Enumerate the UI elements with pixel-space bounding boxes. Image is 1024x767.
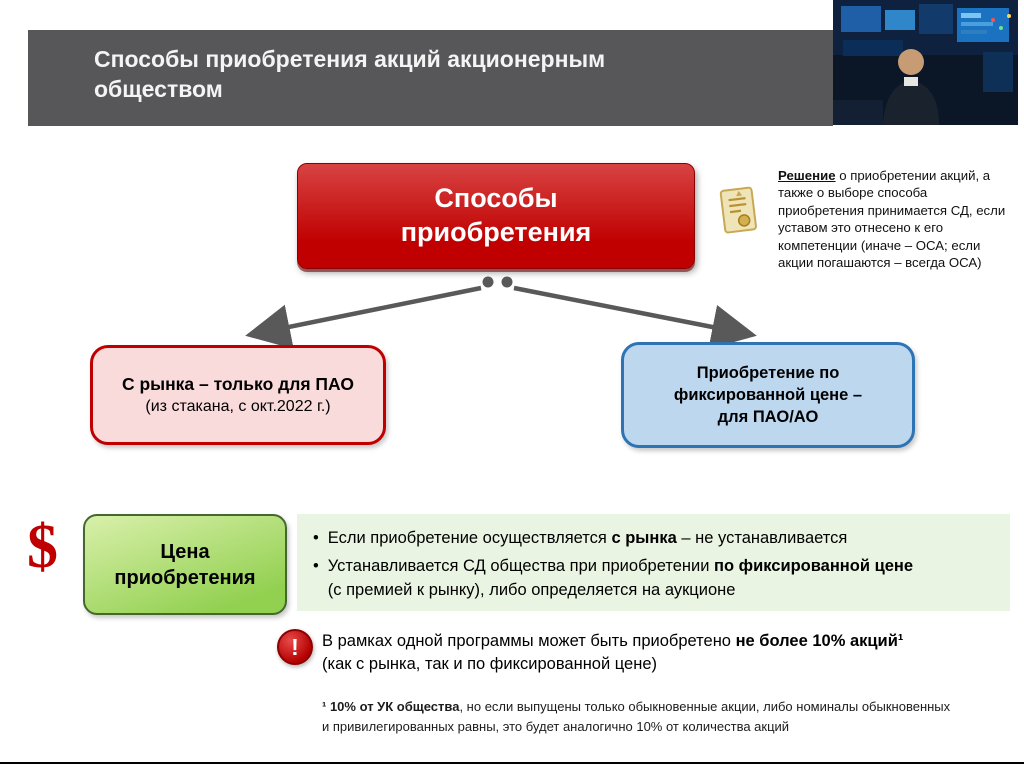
bullet-text: Устанавливается СД общества при приобретении по фиксированной цене (с премией к рынку), либо определяется на аукционе <box>327 557 914 599</box>
bullet-marker: • <box>313 557 319 576</box>
dollar-sign: $ <box>27 513 58 581</box>
branch-market-subtitle: (из стакана, с окт.2022 г.) <box>145 398 331 415</box>
exclamation-icon <box>277 629 313 665</box>
note-lead-word: Решение <box>778 168 836 183</box>
list-item <box>313 555 994 602</box>
price-details-panel <box>297 514 1010 611</box>
trading-floor-photo <box>833 0 1018 125</box>
root-node-acquisition-methods <box>297 163 695 269</box>
connector-arrows <box>200 272 800 350</box>
root-node-label: Способы приобретения <box>400 183 592 247</box>
exclamation-glyph: ! <box>291 633 299 660</box>
branch-market-box <box>90 345 386 445</box>
gold-emblem-icon <box>712 186 766 236</box>
price-label-box <box>83 514 287 615</box>
bullet-marker: • <box>313 529 319 547</box>
note-body: о приобретении акций, а также о выборе способа приобретения принимается СД, если уставом это отнесено к его компетенции (иначе – ОСА; если акции погашаются – всегда ОСА) <box>778 168 1006 271</box>
footnote-body: , но если выпущены только обыкновенные акции, либо номиналы обыкновенных и привилегированных равны, это будет аналогично 10% от количества акций <box>322 699 951 735</box>
branch-fixed-price-box <box>621 342 915 448</box>
price-label: Цена приобретения <box>114 540 256 589</box>
branch-fixed-price-title: Приобретение по фиксированной цене – для ПАО/АО <box>673 363 863 427</box>
slide-bottom-border <box>0 762 1024 764</box>
decision-note <box>778 167 1014 272</box>
footnote-lead: ¹ 10% от УК общества <box>322 699 460 714</box>
slide-title-bar <box>28 30 833 126</box>
footnote <box>322 697 957 737</box>
warning-text: В рамках одной программы может быть приобретено не более 10% акций¹ (как с рынка, так и по фиксированной цене) <box>322 632 904 674</box>
list-item <box>313 527 994 550</box>
page-title: Способы приобретения акций акционерным обществом <box>94 46 606 103</box>
branch-market-title: С рынка – только для ПАО <box>121 374 355 394</box>
bullet-text: Если приобретение осуществляется с рынка – не устанавливается <box>327 529 848 547</box>
